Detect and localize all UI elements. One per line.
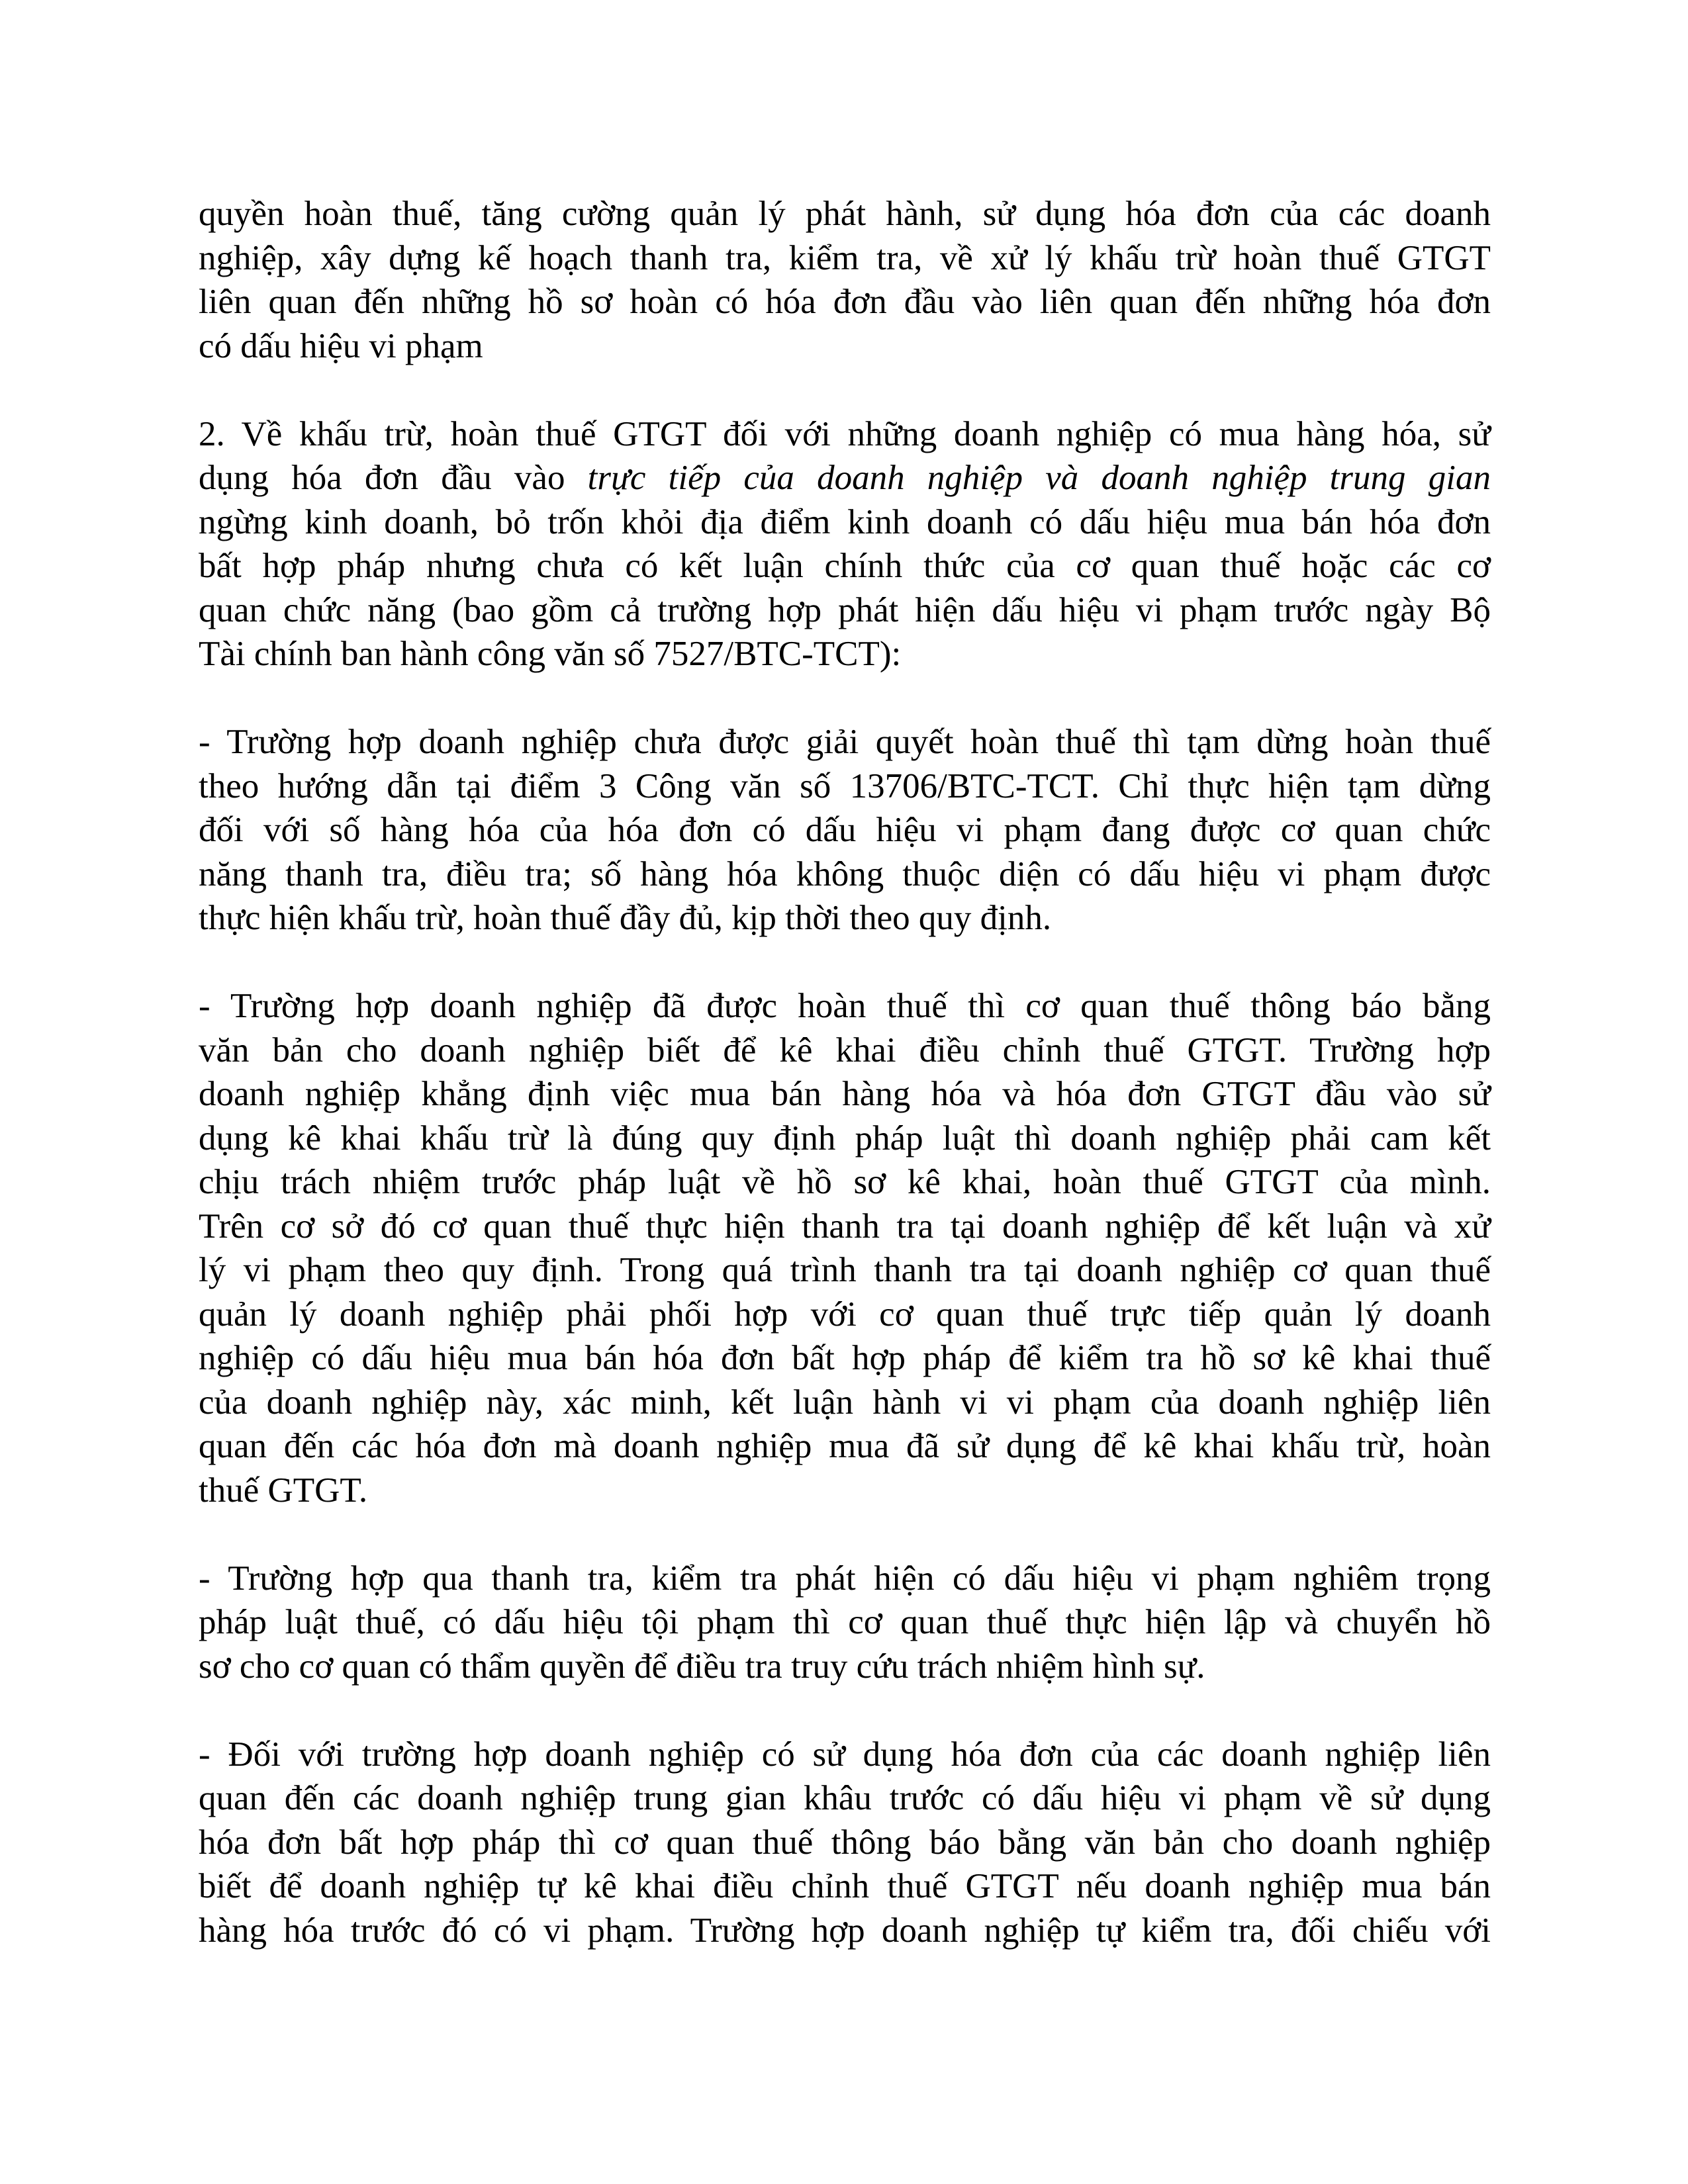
text-line: - Đối với trường hợp doanh nghiệp có sử dụng hóa đơn của các doanh nghiệp liên <box>199 1735 1491 1774</box>
text-line: nghiệp có dấu hiệu mua bán hóa đơn bất hợp pháp để kiểm tra hồ sơ kê khai thuế <box>199 1339 1491 1377</box>
text-line: 2. Về khấu trừ, hoàn thuế GTGT đối với những doanh nghiệp có mua hàng hóa, sử <box>199 414 1491 453</box>
text-line: liên quan đến những hồ sơ hoàn có hóa đơn đầu vào liên quan đến những hóa đơn <box>199 283 1491 321</box>
text-line: chịu trách nhiệm trước pháp luật về hồ sơ kê khai, hoàn thuế GTGT của mình. <box>199 1163 1491 1201</box>
text-line: văn bản cho doanh nghiệp biết để kê khai điều chỉnh thuế GTGT. Trường hợp <box>199 1030 1491 1069</box>
text-line: có dấu hiệu vi phạm <box>199 326 483 365</box>
text-line: hàng hóa trước đó có vi phạm. Trường hợp doanh nghiệp tự kiểm tra, đối chiếu với <box>199 1911 1491 1950</box>
paragraph-intro-continuation <box>199 192 1491 368</box>
text-line: - Trường hợp qua thanh tra, kiểm tra phát hiện có dấu hiệu vi phạm nghiêm trọng <box>199 1559 1491 1598</box>
text-line: - Trường hợp doanh nghiệp đã được hoàn thuế thì cơ quan thuế thông báo bằng <box>199 987 1491 1025</box>
text-line: Trên cơ sở đó cơ quan thuế thực hiện thanh tra tại doanh nghiệp để kết luận và xử <box>199 1206 1491 1246</box>
text-line: biết để doanh nghiệp tự kê khai điều chỉnh thuế GTGT nếu doanh nghiệp mua bán <box>199 1867 1491 1905</box>
text-line: dụng kê khai khấu trừ là đúng quy định pháp luật thì doanh nghiệp phải cam kết <box>199 1118 1491 1158</box>
text-line: nghiệp, xây dựng kế hoạch thanh tra, kiểm tra, về xử lý khấu trừ hoàn thuế GTGT <box>199 238 1491 277</box>
text-line: quan đến các doanh nghiệp trung gian khâu trước có dấu hiệu vi phạm về sử dụng <box>199 1779 1491 1817</box>
text-line: đối với số hàng hóa của hóa đơn có dấu hiệu vi phạm đang được cơ quan chức <box>199 811 1491 849</box>
text-line <box>199 456 1491 500</box>
text-line: thuế GTGT. <box>199 1471 368 1510</box>
text-line: của doanh nghiệp này, xác minh, kết luận hành vi vi phạm của doanh nghiệp liên <box>199 1383 1491 1422</box>
paragraph-bullet-not-refunded <box>199 720 1491 940</box>
paragraph-section-2 <box>199 412 1491 676</box>
text-run: dụng hóa đơn đầu vào <box>199 459 588 497</box>
text-line: - Trường hợp doanh nghiệp chưa được giải quyết hoàn thuế thì tạm dừng hoàn thuế <box>199 723 1491 761</box>
text-line: doanh nghiệp khẳng định việc mua bán hàng hóa và hóa đơn GTGT đầu vào sử <box>199 1075 1491 1113</box>
text-line: bất hợp pháp nhưng chưa có kết luận chính thức của cơ quan thuế hoặc các cơ <box>199 547 1491 585</box>
text-line: quan đến các hóa đơn mà doanh nghiệp mua đã sử dụng để kê khai khấu trừ, hoàn <box>199 1427 1491 1465</box>
text-line: thực hiện khấu trừ, hoàn thuế đầy đủ, kịp thời theo quy định. <box>199 899 1052 937</box>
text-line: theo hướng dẫn tại điểm 3 Công văn số 13706/BTC-TCT. Chỉ thực hiện tạm dừng <box>199 766 1491 805</box>
text-line: quan chức năng (bao gồm cả trường hợp phát hiện dấu hiệu vi phạm trước ngày Bộ <box>199 590 1491 629</box>
paragraph-bullet-related-enterprises <box>199 1733 1491 1953</box>
text-line: quản lý doanh nghiệp phải phối hợp với cơ quan thuế trực tiếp quản lý doanh <box>199 1295 1491 1334</box>
document-body <box>199 192 1491 1952</box>
text-line: pháp luật thuế, có dấu hiệu tội phạm thì cơ quan thuế thực hiện lập và chuyển hồ <box>199 1603 1491 1641</box>
text-line: ngừng kinh doanh, bỏ trốn khỏi địa điểm kinh doanh có dấu hiệu mua bán hóa đơn <box>199 502 1491 541</box>
text-line: Tài chính ban hành công văn số 7527/BTC-TCT): <box>199 635 902 673</box>
italic-text-run: trực tiếp của doanh nghiệp và doanh nghiệp trung gian <box>587 459 1491 497</box>
text-line: năng thanh tra, điều tra; số hàng hóa không thuộc diện có dấu hiệu vi phạm được <box>199 854 1491 893</box>
paragraph-bullet-already-refunded <box>199 984 1491 1512</box>
text-line: hóa đơn bất hợp pháp thì cơ quan thuế thông báo bằng văn bản cho doanh nghiệp <box>199 1823 1491 1862</box>
text-line: lý vi phạm theo quy định. Trong quá trình thanh tra tại doanh nghiệp cơ quan thuế <box>199 1251 1491 1289</box>
text-line: quyền hoàn thuế, tăng cường quản lý phát hành, sử dụng hóa đơn của các doanh <box>199 195 1491 233</box>
text-line: sơ cho cơ quan có thẩm quyền để điều tra truy cứu trách nhiệm hình sự. <box>199 1647 1205 1686</box>
paragraph-bullet-serious-violation <box>199 1557 1491 1689</box>
